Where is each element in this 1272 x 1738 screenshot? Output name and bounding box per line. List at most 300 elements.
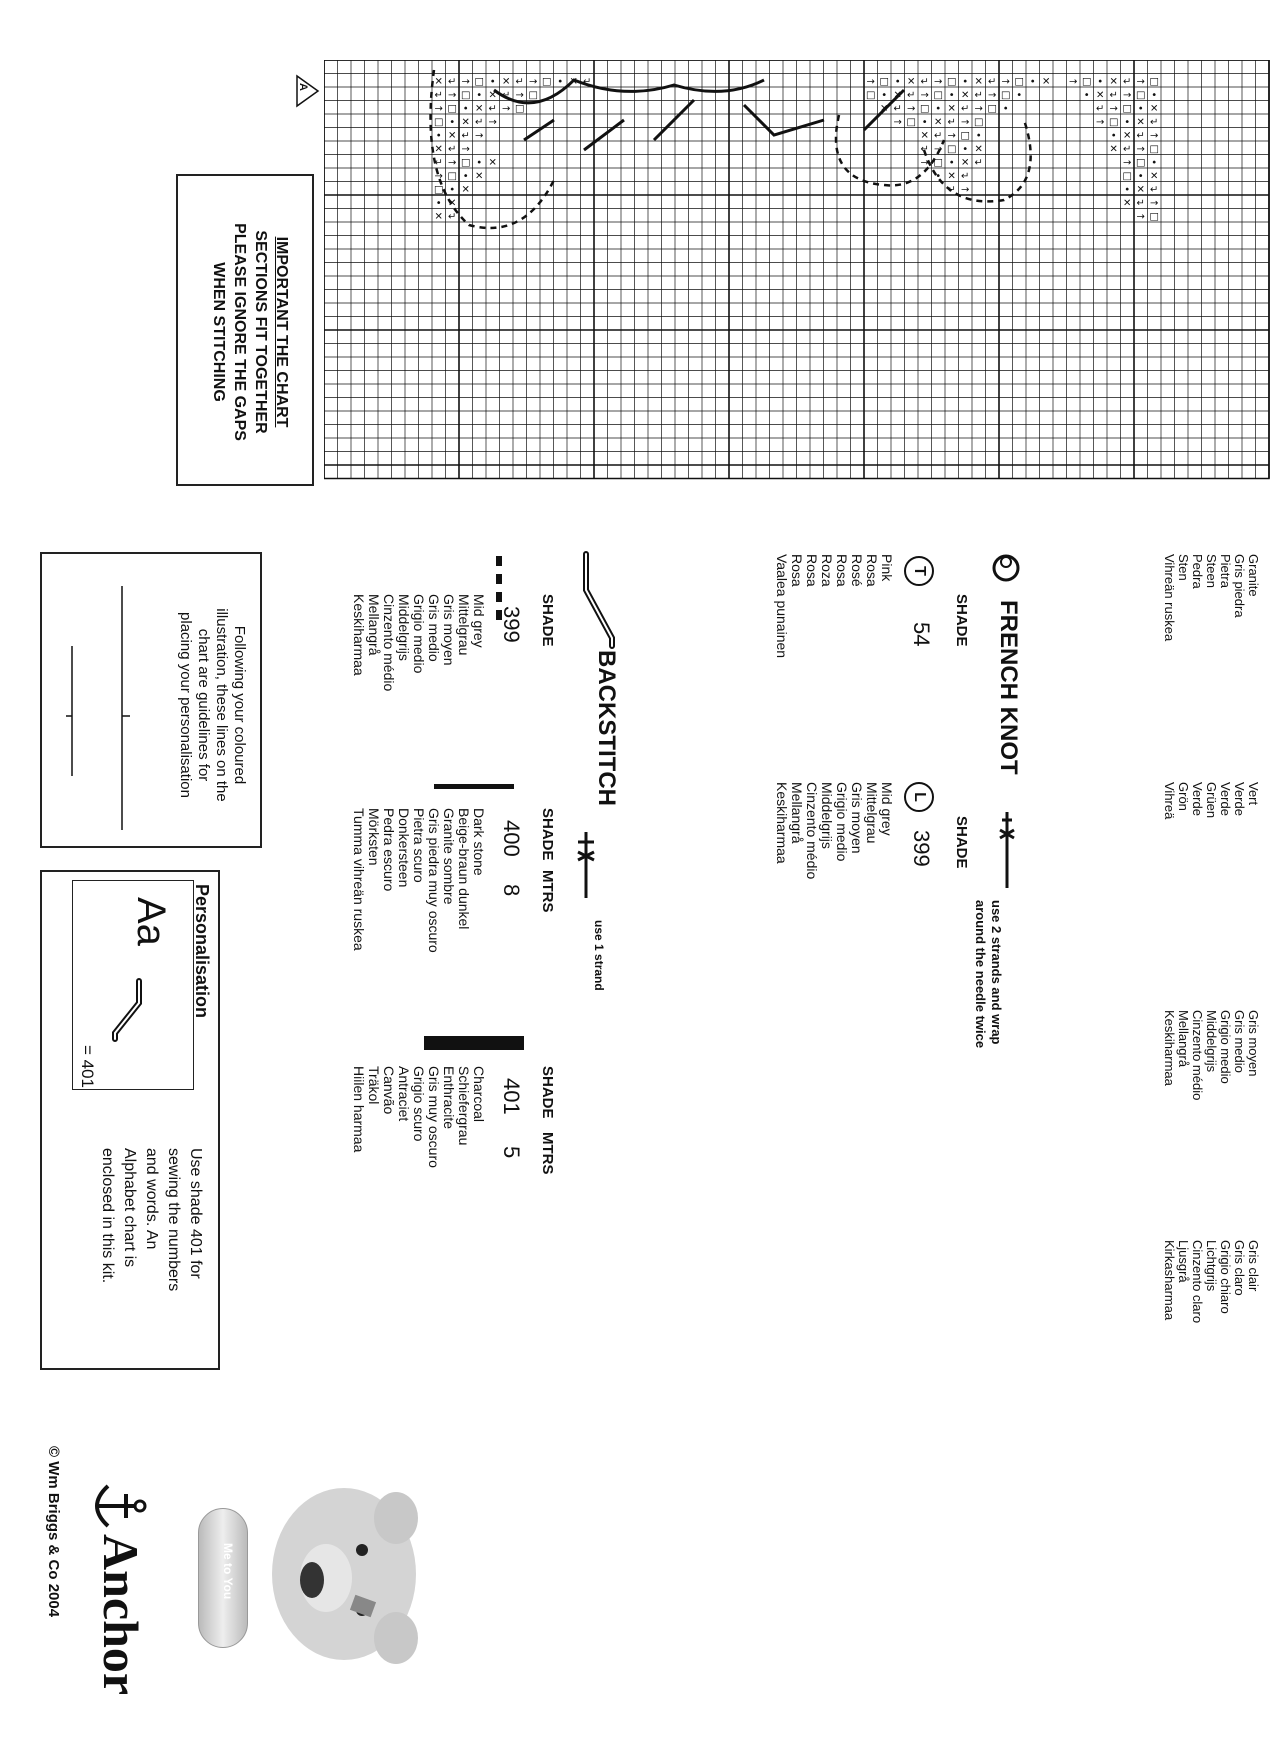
colour-name: Kirkasharmaa bbox=[1162, 1240, 1177, 1321]
colour-name: Granite sombre bbox=[441, 808, 457, 905]
symbol-T-icon: T bbox=[904, 556, 934, 586]
stitch-symbol: ↵ bbox=[974, 157, 983, 169]
pink-names bbox=[774, 554, 894, 658]
stitch-symbol: □ bbox=[1149, 76, 1159, 88]
stitch-symbol: • bbox=[1016, 89, 1023, 101]
stitch-symbol: ↵ bbox=[988, 76, 997, 88]
me-to-you-badge bbox=[198, 1508, 248, 1648]
stitch-symbol: • bbox=[948, 89, 955, 101]
colour-name: Mörksten bbox=[366, 808, 382, 866]
description-line: Alphabet chart is bbox=[121, 1148, 138, 1268]
personalisation-box bbox=[40, 870, 220, 1370]
description-line: and words. An bbox=[143, 1148, 160, 1250]
backstitch-shade-header-3: SHADE bbox=[539, 1066, 556, 1119]
stitch-symbol: → bbox=[1109, 103, 1118, 115]
stitch-symbol: ✕ bbox=[893, 89, 902, 101]
chart-grid-svg bbox=[324, 60, 1272, 490]
colour-name: Gris moyen bbox=[441, 594, 457, 666]
stitch-symbol: □ bbox=[947, 76, 957, 88]
stitch-chart-grid bbox=[324, 60, 1272, 490]
backstitch-399-names bbox=[351, 594, 486, 691]
stitch-symbol: ↵ bbox=[448, 76, 457, 88]
stitch-symbol: □ bbox=[1122, 103, 1132, 115]
needle-icon-backstitch bbox=[566, 830, 606, 900]
stitch-symbol: ↵ bbox=[434, 89, 443, 101]
stitch-symbol: → bbox=[961, 184, 970, 196]
colour-name: Steen bbox=[1204, 554, 1219, 588]
stitch-symbol: • bbox=[1137, 170, 1144, 182]
colour-name: Mid grey bbox=[879, 782, 895, 836]
stitch-symbol: • bbox=[935, 103, 942, 115]
important-note-box bbox=[176, 174, 314, 486]
colour-name: Keskiharmaa bbox=[774, 782, 790, 864]
stitch-symbol: → bbox=[1123, 157, 1132, 169]
colour-name: Grigio scuro bbox=[411, 1066, 427, 1142]
stitch-symbol: → bbox=[1136, 76, 1145, 88]
colour-name: Dark stone bbox=[471, 808, 487, 876]
stitch-symbol: □ bbox=[434, 116, 444, 128]
personalisation-title: Personalisation bbox=[192, 884, 212, 1019]
stitch-symbol: → bbox=[1069, 76, 1078, 88]
colour-name: Rosa bbox=[834, 554, 850, 587]
stitch-symbol: ↵ bbox=[434, 157, 443, 169]
chart-section-label: A bbox=[297, 83, 309, 91]
stitch-symbol: ↵ bbox=[974, 89, 983, 101]
stitch-symbol: □ bbox=[1136, 157, 1146, 169]
colour-name: Vihreän ruskea bbox=[1162, 554, 1177, 642]
backstitch-shade-399: 399 bbox=[499, 606, 524, 643]
instruction-line: around the needle twice bbox=[973, 900, 988, 1049]
stitch-symbol: → bbox=[502, 103, 511, 115]
stitch-symbol: ✕ bbox=[502, 76, 511, 88]
stitch-symbol: → bbox=[488, 116, 497, 128]
stitch-symbol: ↵ bbox=[961, 103, 970, 115]
french-knot-shade-header-2: SHADE bbox=[953, 816, 970, 869]
guideline-line: illustration, these lines on the bbox=[213, 608, 230, 802]
thick-line-swatch bbox=[424, 1036, 524, 1050]
stitch-symbol: → bbox=[920, 89, 929, 101]
colour-name: Träkol bbox=[366, 1066, 382, 1105]
stitch-symbol: → bbox=[1150, 130, 1159, 142]
stitch-symbol: ✕ bbox=[880, 103, 889, 115]
stitch-symbol: ✕ bbox=[974, 76, 983, 88]
stitch-symbol: □ bbox=[1136, 89, 1146, 101]
stitch-symbol: → bbox=[988, 89, 997, 101]
colour-name: Grigio medio bbox=[411, 594, 427, 674]
stitch-symbol: → bbox=[461, 76, 470, 88]
triangle-icon bbox=[294, 74, 320, 108]
colour-name: Gris claro bbox=[1232, 1240, 1247, 1296]
colour-name: Gris medio bbox=[1232, 1010, 1247, 1073]
stitch-symbol: • bbox=[435, 197, 442, 209]
colour-name: Middelgrijs bbox=[1204, 1010, 1219, 1073]
stitch-symbol: • bbox=[476, 89, 483, 101]
stitch-symbol: • bbox=[476, 157, 483, 169]
colour-name: Middelgrijs bbox=[396, 594, 412, 661]
stitch-symbol: ↵ bbox=[947, 184, 956, 196]
stitch-symbol: • bbox=[1097, 76, 1104, 88]
colour-name: Granite bbox=[1246, 554, 1261, 597]
stitch-symbol: → bbox=[1096, 116, 1105, 128]
colour-name: Rosa bbox=[804, 554, 820, 587]
colour-name: Gris moyen bbox=[849, 782, 865, 854]
backstitch-title: BACKSTITCH bbox=[593, 650, 620, 806]
stitch-symbol: • bbox=[1137, 103, 1144, 115]
instruction-line: use 2 strands and wrap bbox=[989, 900, 1004, 1045]
stitch-symbol: → bbox=[475, 130, 484, 142]
stitch-symbol: → bbox=[1136, 143, 1145, 155]
backstitch-shade-400: 400 bbox=[499, 820, 524, 857]
backstitch-mtrs-header-1: MTRS bbox=[539, 870, 556, 913]
stitch-symbol: • bbox=[449, 116, 456, 128]
backstitch-shade-header-2: SHADE bbox=[539, 808, 556, 861]
stitch-symbol: → bbox=[434, 170, 443, 182]
stitch-symbol: ✕ bbox=[974, 143, 983, 155]
stitch-symbol: ✕ bbox=[961, 89, 970, 101]
stitch-symbol: ↵ bbox=[475, 116, 484, 128]
stitch-symbol: ✕ bbox=[1123, 130, 1132, 142]
stitch-symbol: ↵ bbox=[1150, 184, 1159, 196]
stitch-symbol: → bbox=[448, 89, 457, 101]
stitch-symbol: □ bbox=[974, 116, 984, 128]
stitch-symbol: ↵ bbox=[448, 211, 457, 223]
stitch-symbol: □ bbox=[447, 103, 457, 115]
guideline-lines bbox=[52, 566, 162, 838]
solid-line-swatch bbox=[434, 784, 514, 789]
stitch-symbol: □ bbox=[987, 103, 997, 115]
mid-grey-list bbox=[1162, 1010, 1260, 1100]
backstitch-mtrs-header-2: MTRS bbox=[539, 1132, 556, 1175]
stitch-symbol: ↵ bbox=[1136, 130, 1145, 142]
equals-401: = 401 bbox=[78, 1045, 97, 1089]
stitch-symbol: ✕ bbox=[475, 103, 484, 115]
backstitch-icon bbox=[578, 550, 620, 650]
stitch-symbol: ✕ bbox=[448, 197, 457, 209]
guideline-line: Following your coloured bbox=[231, 625, 248, 785]
colour-name: Antraciet bbox=[396, 1066, 412, 1122]
stitch-symbol: → bbox=[934, 143, 943, 155]
stitch-symbol: □ bbox=[1122, 170, 1132, 182]
stitch-symbol: ↵ bbox=[934, 130, 943, 142]
colour-name: Pink bbox=[879, 554, 895, 582]
colour-name: Cinzento médio bbox=[804, 782, 820, 880]
backstitch-401-names bbox=[351, 1066, 486, 1168]
mid-grey-knot-names bbox=[774, 782, 894, 879]
stitch-symbol: □ bbox=[515, 103, 525, 115]
colour-name: Mellangrå bbox=[366, 594, 382, 656]
symbol-L bbox=[904, 782, 934, 812]
stitch-symbol: ✕ bbox=[947, 170, 956, 182]
stitch-symbol: • bbox=[894, 76, 901, 88]
colour-name: Rosé bbox=[849, 554, 865, 587]
stitch-symbol: □ bbox=[542, 76, 552, 88]
stitch-symbol: • bbox=[1151, 157, 1158, 169]
stitch-symbol: → bbox=[1136, 211, 1145, 223]
granite-list bbox=[1162, 554, 1260, 641]
colour-name: Enthracite bbox=[441, 1066, 457, 1130]
stitch-symbol: → bbox=[961, 116, 970, 128]
stitch-symbol: • bbox=[962, 143, 969, 155]
symbol-L-icon: L bbox=[904, 782, 934, 812]
stitch-symbol: ✕ bbox=[569, 76, 578, 88]
stitch-symbol: □ bbox=[474, 76, 484, 88]
copyright: © Wm Briggs & Co 2004 bbox=[45, 1446, 62, 1618]
colour-name: Verde bbox=[1190, 782, 1205, 816]
colour-name: Beige-braun dunkel bbox=[456, 808, 472, 930]
anchor-icon bbox=[88, 1476, 148, 1536]
backstitch-400-names bbox=[351, 808, 486, 953]
stitch-symbol: ✕ bbox=[461, 116, 470, 128]
stitch-symbol: • bbox=[948, 157, 955, 169]
guideline-box bbox=[40, 552, 262, 848]
stitch-symbol: → bbox=[947, 130, 956, 142]
stitch-symbol: → bbox=[529, 76, 538, 88]
stitch-symbol: □ bbox=[1082, 76, 1092, 88]
description-line: Use shade 401 for bbox=[187, 1148, 204, 1279]
backstitch-sample-icon bbox=[107, 977, 147, 1043]
stitch-symbol: □ bbox=[906, 116, 916, 128]
stitch-symbol: ✕ bbox=[947, 103, 956, 115]
badge-text: Me to You bbox=[221, 1543, 235, 1600]
stitch-symbol: • bbox=[921, 116, 928, 128]
stitch-symbol: ↵ bbox=[502, 89, 511, 101]
colour-name: Rosa bbox=[864, 554, 880, 587]
stitch-symbol: → bbox=[434, 103, 443, 115]
stitch-symbol: ✕ bbox=[488, 157, 497, 169]
note-line-1: IMPORTANT THE CHART bbox=[273, 236, 290, 428]
stitch-symbol: □ bbox=[1109, 116, 1119, 128]
stitch-symbol: ↵ bbox=[920, 143, 929, 155]
stitch-symbol: ↵ bbox=[1123, 76, 1132, 88]
stitch-symbol: • bbox=[435, 130, 442, 142]
colour-name: Pietra bbox=[1218, 554, 1233, 588]
sample-text: Aa bbox=[129, 897, 173, 946]
colour-name: Lichtgrijs bbox=[1204, 1240, 1219, 1292]
colour-name: Pedra bbox=[1190, 554, 1205, 589]
green-list bbox=[1162, 782, 1260, 819]
teddy-bear-illustration bbox=[256, 1478, 424, 1678]
shade-399-knot: 399 bbox=[909, 830, 934, 867]
stitch-symbol: • bbox=[449, 184, 456, 196]
stitch-symbol: • bbox=[557, 76, 564, 88]
stitch-symbol: ✕ bbox=[1109, 143, 1118, 155]
colour-name: Middelgrijs bbox=[819, 782, 835, 849]
colour-name: Canvão bbox=[381, 1066, 397, 1115]
colour-name: Mellangrå bbox=[789, 782, 805, 844]
guideline-line: chart are guidelines for bbox=[195, 628, 212, 782]
stitch-symbol: • bbox=[1151, 89, 1158, 101]
stitch-symbol: ↵ bbox=[1123, 143, 1132, 155]
colour-name: Donkersteen bbox=[396, 808, 412, 888]
stitch-symbol: ✕ bbox=[475, 170, 484, 182]
stitch-symbol: □ bbox=[866, 89, 876, 101]
stitch-symbol: → bbox=[974, 103, 983, 115]
stitch-symbol: ✕ bbox=[907, 76, 916, 88]
stitch-symbol: □ bbox=[434, 184, 444, 196]
colour-name: Keskiharmaa bbox=[1162, 1010, 1177, 1086]
stitch-symbol: □ bbox=[461, 157, 471, 169]
anchor-brand-name: Anchor bbox=[93, 1534, 149, 1696]
stitch-symbol: ✕ bbox=[1150, 170, 1159, 182]
stitch-symbol: ↵ bbox=[961, 170, 970, 182]
stitch-symbol: → bbox=[515, 89, 524, 101]
stitch-symbol: ✕ bbox=[461, 184, 470, 196]
important-note-text bbox=[208, 212, 292, 452]
colour-name: Charcoal bbox=[471, 1066, 487, 1123]
backstitch-shade-header-1: SHADE bbox=[539, 594, 556, 647]
stitch-symbol: ✕ bbox=[434, 76, 443, 88]
stitch-symbol: → bbox=[1123, 89, 1132, 101]
stitch-symbol: ↵ bbox=[515, 76, 524, 88]
french-knot-title: FRENCH KNOT bbox=[995, 600, 1022, 775]
stitch-symbol: ✕ bbox=[1123, 197, 1132, 209]
colour-name: Sten bbox=[1176, 554, 1191, 581]
stitch-symbol: • bbox=[1124, 184, 1131, 196]
personalisation-description bbox=[96, 1148, 206, 1291]
shade-54: 54 bbox=[909, 622, 934, 647]
stitch-symbol: ✕ bbox=[1109, 76, 1118, 88]
note-line-2: SECTIONS FIT TOGETHER bbox=[252, 230, 269, 434]
colour-name: Hiilen harmaa bbox=[351, 1066, 367, 1153]
stitch-symbol: → bbox=[461, 143, 470, 155]
stitch-symbol: → bbox=[893, 116, 902, 128]
stitch-symbol: • bbox=[462, 103, 469, 115]
stitch-symbol: • bbox=[1002, 103, 1009, 115]
stitch-symbol: ✕ bbox=[488, 89, 497, 101]
stitch-symbol: □ bbox=[528, 89, 538, 101]
dashed-line-swatch bbox=[494, 556, 504, 628]
stitch-symbol: ✕ bbox=[434, 143, 443, 155]
stitch-symbol: ↵ bbox=[583, 76, 592, 88]
stitch-symbol: • bbox=[1083, 89, 1090, 101]
stitch-symbol: • bbox=[935, 170, 942, 182]
colour-name: Cinzento claro bbox=[1190, 1240, 1205, 1324]
stitch-symbol: • bbox=[489, 76, 496, 88]
backstitch-mtrs-5: 5 bbox=[499, 1146, 524, 1159]
colour-name: Mittelgrau bbox=[456, 594, 472, 656]
stitch-symbol: □ bbox=[1014, 76, 1024, 88]
stitch-symbol: • bbox=[962, 76, 969, 88]
stitch-symbol: ✕ bbox=[934, 116, 943, 128]
light-grey-list bbox=[1162, 1240, 1260, 1323]
stitch-symbol: □ bbox=[1149, 143, 1159, 155]
colour-name: Grigio chiaro bbox=[1218, 1240, 1233, 1314]
description-line: sewing the numbers bbox=[165, 1148, 182, 1292]
stitch-symbol: ↵ bbox=[1109, 89, 1118, 101]
stitch-symbol: → bbox=[907, 103, 916, 115]
colour-name: Verde bbox=[1218, 782, 1233, 816]
backstitch-shade-401: 401 bbox=[499, 1078, 524, 1115]
colour-name: Gris medio bbox=[426, 594, 442, 662]
stitch-symbol: ✕ bbox=[961, 157, 970, 169]
backstitch-instruction: use 1 strand bbox=[592, 920, 606, 991]
colour-name: Grüen bbox=[1204, 782, 1219, 819]
stitch-symbol: ✕ bbox=[1096, 89, 1105, 101]
stitch-symbol: □ bbox=[920, 103, 930, 115]
french-knot-icon bbox=[990, 552, 1022, 584]
backstitch-mtrs-8: 8 bbox=[499, 884, 524, 897]
colour-name: Mid grey bbox=[471, 594, 487, 648]
stitch-symbol: • bbox=[881, 89, 888, 101]
stitch-symbol: □ bbox=[1149, 211, 1159, 223]
colour-name: Cinzento médio bbox=[381, 594, 397, 692]
stitch-symbol: → bbox=[866, 76, 875, 88]
symbol-T bbox=[904, 556, 934, 586]
stitch-symbol: □ bbox=[1001, 89, 1011, 101]
stitch-symbol: ↵ bbox=[488, 103, 497, 115]
guideline-text bbox=[176, 580, 248, 830]
colour-name: Pietra scuro bbox=[411, 808, 427, 883]
stitch-symbol: → bbox=[1001, 76, 1010, 88]
stitch-symbol: ↵ bbox=[1150, 116, 1159, 128]
colour-name: Mellangrå bbox=[1176, 1010, 1191, 1068]
stitch-symbol: • bbox=[1029, 76, 1036, 88]
stitch-symbol: □ bbox=[960, 130, 970, 142]
stitch-symbol: □ bbox=[933, 157, 943, 169]
colour-name: Vaalea punainen bbox=[774, 554, 790, 659]
colour-name: Gris clair bbox=[1246, 1240, 1261, 1292]
stitch-symbol: ↵ bbox=[1096, 103, 1105, 115]
french-knot-shade-header-1: SHADE bbox=[953, 594, 970, 647]
colour-name: Tumma vihreän ruskea bbox=[351, 808, 367, 951]
stitch-symbol: • bbox=[1124, 116, 1131, 128]
colour-name: Schiefergrau bbox=[456, 1066, 472, 1146]
colour-name: Cinzento médio bbox=[1190, 1010, 1205, 1101]
french-knot-instruction bbox=[972, 900, 1004, 1048]
colour-name: Vihreä bbox=[1162, 782, 1177, 820]
stitch-symbol: ✕ bbox=[434, 211, 443, 223]
needle-icon bbox=[990, 810, 1024, 890]
colour-name: Mittelgrau bbox=[864, 782, 880, 844]
colour-name: Keskiharmaa bbox=[351, 594, 367, 676]
colour-name: Vert bbox=[1246, 782, 1261, 806]
note-line-3: PLEASE IGNORE THE GAPS bbox=[231, 223, 248, 441]
colour-name: Gris moyen bbox=[1246, 1010, 1261, 1077]
stitch-symbol: → bbox=[920, 157, 929, 169]
stitch-symbol: → bbox=[1150, 197, 1159, 209]
stitch-symbol: ✕ bbox=[920, 130, 929, 142]
colour-name: Grön bbox=[1176, 782, 1191, 811]
stitch-symbol: ✕ bbox=[1150, 103, 1159, 115]
colour-name: Rosa bbox=[789, 554, 805, 587]
stitch-symbol: □ bbox=[933, 89, 943, 101]
stitch-symbol: ↵ bbox=[1136, 197, 1145, 209]
stitch-symbol: ↵ bbox=[448, 143, 457, 155]
stitch-symbol: ↵ bbox=[920, 76, 929, 88]
stitch-symbol: ✕ bbox=[1042, 76, 1051, 88]
colour-name: Gris piedra muy oscuro bbox=[426, 808, 442, 953]
chart-section-marker bbox=[294, 74, 320, 108]
description-line: enclosed in this kit. bbox=[99, 1148, 116, 1284]
stitch-symbol: ↵ bbox=[893, 103, 902, 115]
colour-name: Gris muy oscuro bbox=[426, 1066, 442, 1168]
stitch-symbol: □ bbox=[447, 170, 457, 182]
personalisation-sample-box bbox=[72, 880, 194, 1090]
colour-name: Verde bbox=[1232, 782, 1247, 816]
note-line-4: WHEN STITCHING bbox=[210, 262, 227, 402]
colour-name: Grigio medio bbox=[834, 782, 850, 862]
stitch-symbol: ✕ bbox=[1136, 184, 1145, 196]
stitch-symbol: • bbox=[975, 130, 982, 142]
colour-name: Grigio medio bbox=[1218, 1010, 1233, 1084]
stitch-symbol: □ bbox=[947, 143, 957, 155]
guideline-line: placing your personalisation bbox=[177, 612, 194, 798]
stitch-symbol: ↵ bbox=[461, 130, 470, 142]
stitch-symbol: → bbox=[448, 157, 457, 169]
stitch-symbol: • bbox=[462, 170, 469, 182]
stitch-symbol: ✕ bbox=[1136, 116, 1145, 128]
colour-name: Gris piedra bbox=[1232, 554, 1247, 618]
